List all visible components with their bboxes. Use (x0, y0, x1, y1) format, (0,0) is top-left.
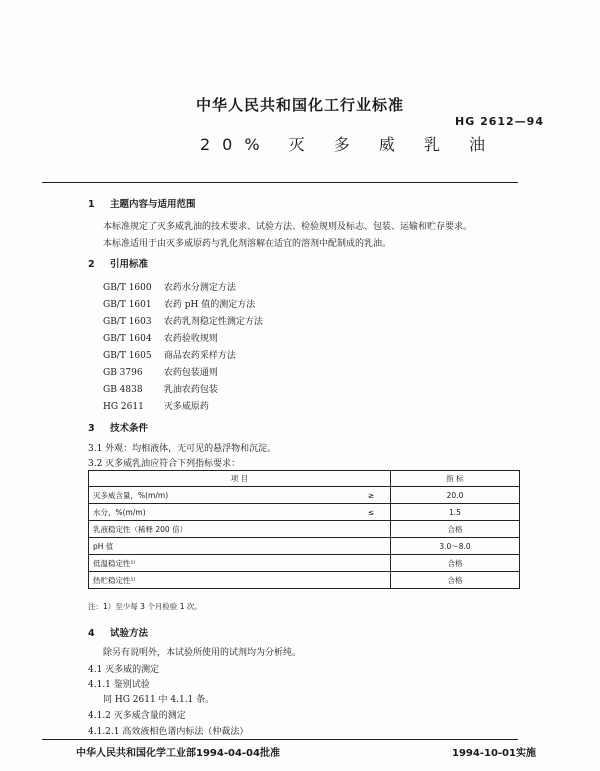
ref-code: GB/T 1605 (103, 351, 152, 361)
row-value: 1.5 (391, 504, 520, 521)
row-value: 合格 (391, 572, 520, 589)
reference-item (103, 314, 263, 327)
ref-code: HG 2611 (103, 402, 144, 412)
section-title: 主题内容与适用范围 (110, 199, 196, 210)
ref-title: 灭多威原药 (163, 402, 209, 412)
section-number: 2 (88, 259, 95, 270)
row-value: 20.0 (391, 487, 520, 504)
section-title: 技术条件 (110, 423, 149, 434)
ref-title: 农药 pH 值的测定方法 (163, 300, 256, 310)
section-number: 4 (88, 628, 95, 639)
standard-name: 中华人民共和国化工行业标准 (195, 96, 404, 114)
table-row (89, 487, 520, 504)
row-value: 合格 (391, 521, 520, 538)
table-row (89, 521, 520, 538)
table-row (89, 555, 520, 572)
table-row (89, 538, 520, 555)
approval-text: 中华人民共和国化学工业部1994-04-04批准 (76, 748, 280, 759)
ref-title: 农药包装通则 (163, 368, 218, 378)
reference-item (103, 348, 236, 361)
ref-code: GB/T 1604 (103, 334, 152, 344)
ref-code: GB 3796 (103, 368, 143, 378)
paragraph: 同 HG 2611 中 4.1.1 条。 (103, 695, 215, 705)
clause-4-1-2: 4.1.2 灭多威含量的测定 (88, 711, 186, 721)
row-value: 3.0～8.0 (391, 538, 520, 555)
section-number: 1 (88, 199, 95, 210)
row-item: 灭多威含量，%(m/m) (89, 487, 353, 504)
header-divider (42, 182, 518, 183)
ref-title: 商品农药采样方法 (163, 351, 236, 361)
section-title: 引用标准 (110, 259, 149, 270)
standard-code: HG 2612—94 (455, 115, 544, 128)
section-4-heading (88, 625, 148, 639)
row-item: 低温稳定性¹⁾ (89, 555, 391, 572)
paragraph: 除另有说明外，本试验所使用的试剂均为分析纯。 (103, 648, 302, 658)
reference-item (103, 331, 218, 344)
page-title: 20% 灭 多 威 乳 油 (200, 135, 497, 154)
row-item: pH 值 (89, 538, 391, 555)
clause-4-1-2-1: 4.1.2.1 高效液相色谱内标法（仲裁法） (88, 727, 249, 737)
clause-4-1-1: 4.1.1 鉴别试验 (88, 680, 150, 690)
ref-title: 农药水分测定方法 (163, 283, 236, 293)
reference-item (103, 297, 255, 310)
footer-divider (42, 739, 518, 740)
section-title: 试验方法 (110, 628, 149, 639)
ref-code: GB 4838 (103, 385, 143, 395)
row-value: 合格 (391, 555, 520, 572)
row-item: 乳液稳定性（稀释 200 倍） (89, 521, 391, 538)
clause-4-1: 4.1 灭多威的测定 (88, 665, 160, 675)
effective-date: 1994-10-01实施 (452, 748, 536, 759)
table-row (89, 504, 520, 521)
column-header-item: 项 目 (89, 471, 391, 487)
ref-code: GB/T 1601 (103, 300, 152, 310)
ref-code: GB/T 1600 (103, 283, 152, 293)
clause-3-2: 3.2 灭多威乳油应符合下列指标要求： (88, 459, 241, 469)
clause-3-1: 3.1 外观：均相液体，无可见的悬浮物和沉淀。 (88, 444, 277, 454)
reference-item (103, 280, 236, 293)
column-header-value: 指 标 (391, 471, 520, 487)
ref-code: GB/T 1603 (103, 317, 152, 327)
reference-item (103, 399, 209, 412)
table-header-row (89, 471, 520, 487)
ref-title: 乳油农药包装 (163, 385, 218, 395)
row-item: 热贮稳定性¹⁾ (89, 572, 391, 589)
table-note: 注：1）至少每 3 个月检验 1 次。 (88, 602, 202, 611)
ref-title: 农药验收规则 (163, 334, 218, 344)
spec-table (88, 470, 520, 589)
row-item: 水分，%(m/m) (89, 504, 353, 521)
section-2-heading (88, 256, 148, 270)
ref-title: 农药乳剂稳定性测定方法 (163, 317, 263, 327)
section-1-heading (88, 196, 196, 210)
reference-item (103, 365, 218, 378)
section-3-heading (88, 420, 148, 434)
paragraph: 本标准规定了灭多威乳油的技术要求、试验方法、检验规则及标志、包装、运输和贮存要求。 (103, 222, 473, 232)
paragraph: 本标准适用于由灭多威原药与乳化剂溶解在适宜的溶剂中配制成的乳油。 (103, 239, 392, 249)
reference-item (103, 382, 218, 395)
section-number: 3 (88, 423, 95, 434)
row-operator: ≥ (352, 487, 391, 504)
row-operator: ≤ (352, 504, 391, 521)
table-row (89, 572, 520, 589)
